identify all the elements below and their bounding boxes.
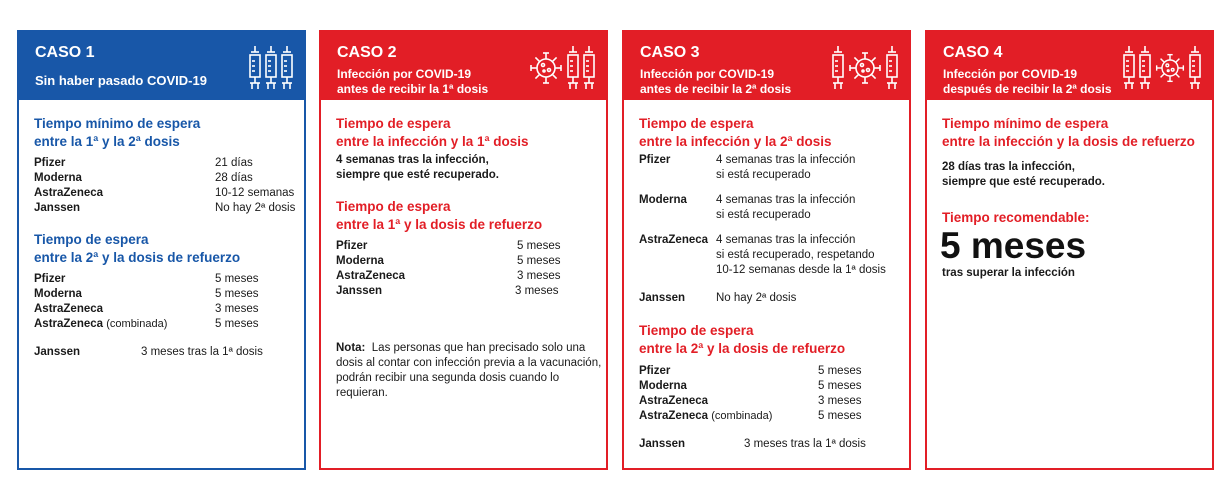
vaccine-name: AstraZeneca [34,303,104,315]
vaccine-value-line: 4 semanas tras la infección [716,154,856,166]
vaccine-value: 3 meses [215,303,259,315]
syringe-icon [1188,46,1202,90]
case-subtitle-line: antes de recibir la 1ª dosis [337,82,489,96]
note-label: Nota: [336,342,366,354]
case-title: CASO 4 [943,44,1003,61]
vaccine-value: 5 meses [517,240,561,252]
wait-time-line: siempre que esté recuperado. [336,169,499,181]
note-line: podrán recibir una segunda dosis cuando lo requieran. [336,372,560,399]
vaccine-value: 28 días [215,172,253,184]
section-heading-line: entre la infección y la 1ª dosis [336,134,529,149]
vaccine-name [639,409,772,424]
section-heading-line: Tiempo de espera [336,199,451,214]
section-heading-line: Tiempo de espera [639,116,754,131]
recommended-value: 5 meses [940,225,1087,266]
case-subtitle [337,67,488,97]
section-heading-line: entre la infección y la 2ª dosis [639,134,832,149]
vaccine-name: Pfizer [639,365,671,377]
recommended-label: Tiempo recomendable: [942,210,1090,225]
section-heading-line: entre la 2ª y la dosis de refuerzo [639,341,846,356]
vaccine-name: Janssen [336,285,383,297]
note [336,341,606,401]
syringe-icon [1138,46,1152,90]
wait-time-text [942,160,1105,190]
vaccine-value: 5 meses [818,410,862,422]
note-text: Las personas que han precisado solo una [371,342,586,354]
vaccine-value: No hay 2ª dosis [716,292,797,304]
vaccine-value [716,153,855,183]
section-heading-line: entre la 2ª y la dosis de refuerzo [34,250,241,265]
vaccine-name: Pfizer [639,154,671,166]
virus-icon [1154,52,1186,84]
case-4-card [925,30,1214,470]
case-title: CASO 1 [35,44,95,61]
vaccine-value: 5 meses [215,288,259,300]
vaccine-name: Pfizer [34,273,66,285]
case-subtitle [943,67,1112,97]
section-heading-line: Tiempo de espera [639,323,754,338]
vaccine-name: Moderna [639,380,687,392]
case-subtitle-line: antes de recibir la 2ª dosis [640,82,792,96]
case-2-header [321,32,606,100]
header-icons [831,46,899,90]
section-heading [639,322,845,358]
virus-icon [847,50,883,86]
vaccine-value: 5 meses [215,273,259,285]
section-heading-line: Tiempo de espera [34,232,149,247]
vaccine-name: Janssen [639,292,686,304]
syringe-icon [1122,46,1136,90]
section-heading [336,198,542,234]
syringe-icon [831,46,845,90]
case-subtitle-line: después de recibir la 2ª dosis [943,82,1112,96]
vaccine-value: 10-12 semanas [215,187,295,199]
case-subtitle [640,67,791,97]
syringe-icon [264,46,278,90]
vaccine-name: Janssen [34,202,81,214]
case-1-card [17,30,306,470]
vaccine-name: AstraZeneca [639,234,709,246]
section-heading-line: entre la infección y la dosis de refuerzo [942,134,1195,149]
syringe-icon [280,46,294,90]
syringe-icon [566,46,580,90]
vaccine-value: 3 meses [818,395,862,407]
section-heading-line: entre la 1ª y la dosis de refuerzo [336,217,543,232]
vaccine-value-line: 10-12 semanas desde la 1ª dosis [716,264,886,276]
case-3-card [622,30,911,470]
case-1-header [19,32,304,100]
case-subtitle-line: Infección por COVID-19 [943,67,1078,81]
vaccine-value-line: 4 semanas tras la infección [716,234,856,246]
section-heading-line: Tiempo mínimo de espera [34,116,201,131]
vaccine-name: Moderna [336,255,384,267]
vaccine-name-text: AstraZeneca [34,318,104,330]
case-subtitle: Sin haber pasado COVID-19 [35,73,207,88]
vaccine-name: Moderna [34,172,82,184]
vaccine-value: 5 meses [517,255,561,267]
section-heading [336,115,529,151]
vaccine-name: Moderna [34,288,82,300]
note-line [336,341,606,356]
vaccine-value: 3 meses tras la 1ª dosis [141,346,263,358]
vaccine-name [34,317,167,332]
vaccine-value: 21 días [215,157,253,169]
section-heading [34,231,240,267]
vaccine-value-line: si está recuperado [716,169,811,181]
header-icons [528,46,596,90]
header-icons [248,46,294,90]
case-title: CASO 2 [337,44,397,61]
vaccine-value: 3 meses tras la 1ª dosis [744,438,866,450]
vaccine-value: No hay 2ª dosis [215,202,296,214]
syringe-icon [582,46,596,90]
syringe-icon [248,46,262,90]
section-heading [942,115,1195,151]
vaccine-name-text: AstraZeneca [639,410,709,422]
section-heading [34,115,200,151]
vaccine-name: Janssen [639,438,686,450]
vaccine-name: AstraZeneca [34,187,104,199]
vaccine-value: 3 meses [517,270,561,282]
vaccine-name: Pfizer [336,240,368,252]
section-heading-line: Tiempo de espera [336,116,451,131]
wait-time-line: 4 semanas tras la infección, [336,154,489,166]
vaccine-value: 5 meses [215,318,259,330]
case-subtitle-line: Infección por COVID-19 [640,67,775,81]
vaccine-value [716,233,886,278]
section-heading-line: entre la 1ª y la 2ª dosis [34,134,180,149]
vaccine-name: Moderna [639,194,687,206]
vaccine-value-line: si está recuperado [716,209,811,221]
section-heading-line: Tiempo mínimo de espera [942,116,1109,131]
vaccine-value-line: si está recuperado, respetando [716,249,875,261]
note-line: dosis al contar con infección previa a la vacunación, [336,357,602,369]
vaccine-name: AstraZeneca [639,395,709,407]
virus-icon [528,50,564,86]
vaccine-value [716,193,855,223]
syringe-icon [885,46,899,90]
vaccine-value-line: 4 semanas tras la infección [716,194,856,206]
recommended-subtext: tras superar la infección [942,267,1075,279]
case-2-card [319,30,608,470]
case-3-header [624,32,909,100]
vaccine-value: 3 meses [515,285,559,297]
wait-time-line: siempre que esté recuperado. [942,176,1105,188]
case-subtitle-line: Infección por COVID-19 [337,67,472,81]
vaccine-value: 5 meses [818,380,862,392]
wait-time-text [336,153,499,183]
vaccine-note: (combinada) [106,318,168,330]
vaccine-value: 5 meses [818,365,862,377]
vaccine-note: (combinada) [711,410,773,422]
vaccine-name: AstraZeneca [336,270,406,282]
header-icons [1122,46,1202,90]
case-title: CASO 3 [640,44,700,61]
case-4-header [927,32,1212,100]
vaccine-name: Janssen [34,346,81,358]
section-heading [639,115,832,151]
wait-time-line: 28 días tras la infección, [942,161,1075,173]
vaccine-name: Pfizer [34,157,66,169]
